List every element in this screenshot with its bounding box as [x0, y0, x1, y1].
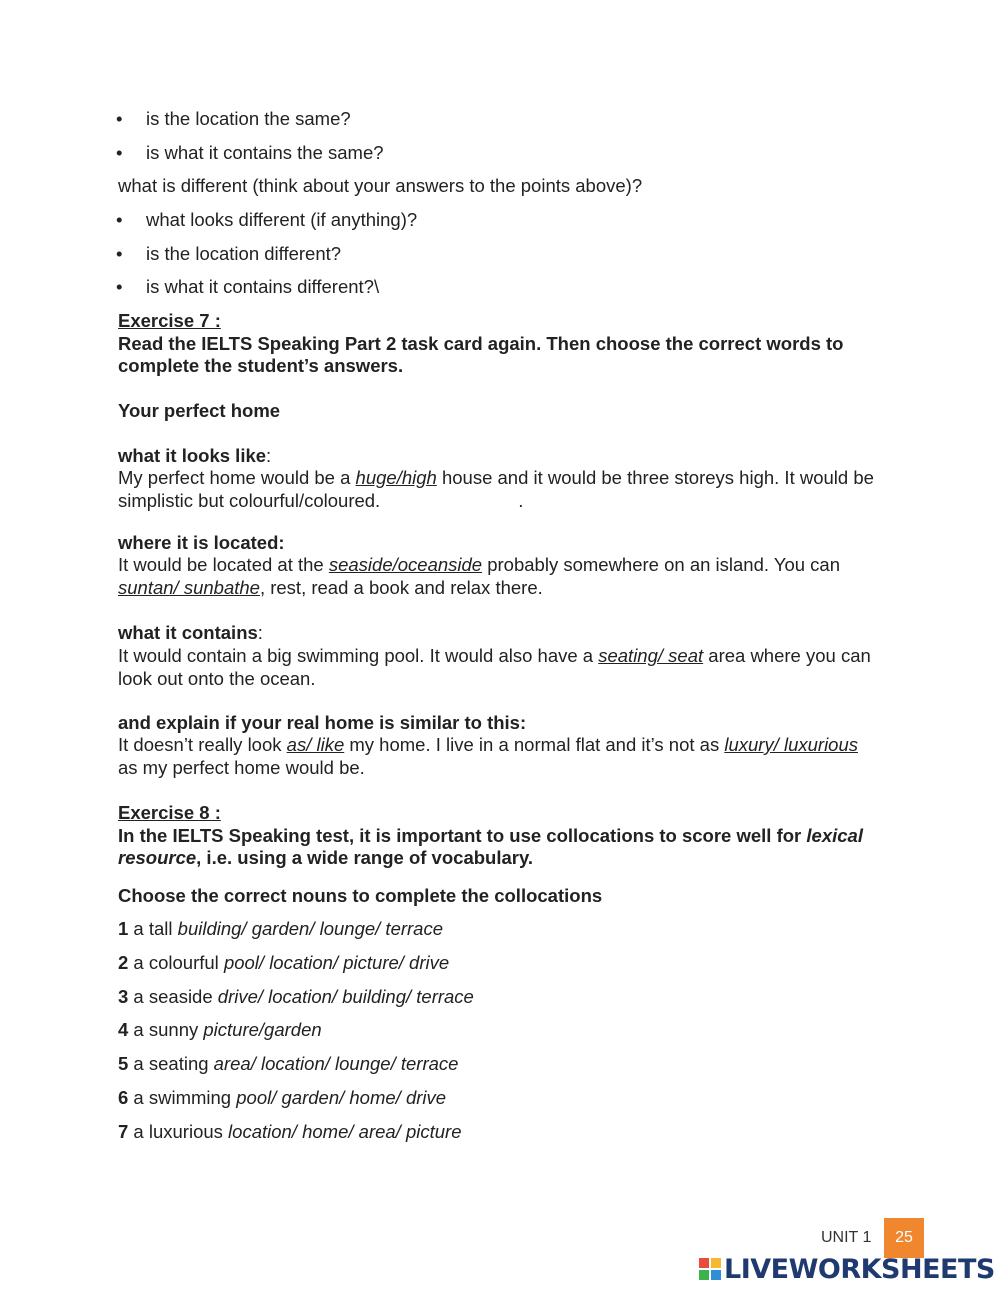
diff-question: what is different (think about your answers to the points above)? — [118, 175, 643, 196]
logo-squares-icon — [699, 1258, 721, 1280]
word-choice-huge-high[interactable]: huge/high — [355, 467, 437, 488]
text-run: My perfect home would be a — [118, 467, 356, 488]
unit-label: UNIT 1 — [821, 1229, 872, 1246]
looks-line-2 — [118, 489, 523, 512]
exercise-8-instruction: Choose the correct nouns to complete the collocations — [118, 885, 603, 906]
bullet-text: is the location the same? — [146, 108, 351, 129]
logo-square — [711, 1258, 721, 1268]
logo-square — [699, 1258, 709, 1268]
item-options[interactable]: drive/ location/ building/ terrace — [217, 986, 474, 1007]
text-run: It would be located at the — [118, 554, 329, 575]
item-stem: a seating — [128, 1053, 214, 1074]
item-number: 7 — [118, 1121, 129, 1142]
item-options[interactable]: building/ garden/ lounge/ terrace — [177, 918, 444, 939]
text-run: lexical — [806, 825, 863, 846]
logo-square — [711, 1270, 721, 1280]
item-number: 3 — [118, 986, 129, 1007]
contains-heading-line — [118, 621, 263, 644]
item-options[interactable]: pool/ garden/ home/ drive — [236, 1087, 447, 1108]
similar-line-1 — [118, 733, 858, 756]
text-run: , rest, read a book and relax there. — [259, 577, 543, 598]
located-line-2 — [118, 576, 543, 599]
item-number: 4 — [118, 1019, 129, 1040]
bullet-text: is the location different? — [146, 243, 342, 264]
brand-name: LIVEWORKSHEETS — [724, 1253, 995, 1285]
contains-line-1 — [118, 644, 871, 667]
bullet-text: what looks different (if anything)? — [146, 209, 418, 230]
item-options[interactable]: pool/ location/ picture/ drive — [223, 952, 450, 973]
looks-line-1 — [118, 466, 874, 489]
exercise-8-heading: Exercise 8 : — [118, 802, 221, 823]
collocation-item — [118, 985, 474, 1008]
collocation-item — [118, 1052, 458, 1075]
bullet-symbol: • — [116, 276, 123, 297]
word-choice-suntan-sunbathe[interactable]: suntan/ sunbathe — [118, 577, 260, 598]
located-line-1 — [118, 553, 840, 576]
item-number: 2 — [118, 952, 129, 973]
word-choice-seating-seat[interactable]: seating/ seat — [598, 645, 704, 666]
looks-heading-line — [118, 444, 271, 467]
text-run: probably somewhere on an island. You can — [482, 554, 841, 575]
word-choice-as-like[interactable]: as/ like — [286, 734, 345, 755]
item-stem: a seaside — [128, 986, 218, 1007]
item-options[interactable]: picture/garden — [203, 1019, 322, 1040]
item-stem: a swimming — [128, 1087, 237, 1108]
logo-square — [699, 1270, 709, 1280]
text-run: In the IELTS Speaking test, it is important to use collocations to score well for — [118, 825, 807, 846]
item-stem: a sunny — [128, 1019, 204, 1040]
bullet-symbol: • — [116, 209, 123, 230]
item-stem: a tall — [128, 918, 178, 939]
exercise-7-heading: Exercise 7 : — [118, 310, 221, 331]
text-run: It would contain a big swimming pool. It would also have a — [118, 645, 599, 666]
word-choice-seaside-oceanside[interactable]: seaside/oceanside — [328, 554, 483, 575]
similar-heading: and explain if your real home is similar to this: — [118, 712, 527, 733]
collocation-item — [118, 1018, 322, 1041]
text-run: house and it would be three storeys high. It would be — [436, 467, 874, 488]
item-number: 1 — [118, 918, 129, 939]
contains-heading: what it contains — [118, 622, 258, 643]
bullet-symbol: • — [116, 142, 123, 163]
bullet-text: is what it contains different?\ — [146, 276, 380, 297]
exercise-7-instruction: Read the IELTS Speaking Part 2 task card again. Then choose the correct words to — [118, 333, 844, 354]
bullet-text: is what it contains the same? — [146, 142, 384, 163]
item-stem: a colourful — [128, 952, 224, 973]
item-stem: a luxurious — [128, 1121, 229, 1142]
text-run: . — [518, 490, 524, 511]
located-heading: where it is located: — [118, 532, 285, 553]
text-run: my home. I live in a normal flat and it’s not as — [344, 734, 725, 755]
text-run: simplistic but colourful/coloured. — [118, 490, 381, 511]
topic-title: Your perfect home — [118, 400, 281, 421]
exercise-7-instruction-cont: complete the student’s answers. — [118, 355, 404, 376]
contains-colon: : — [257, 622, 263, 643]
liveworksheets-logo[interactable] — [699, 1253, 995, 1285]
text-run: resource — [118, 847, 197, 868]
item-options[interactable]: location/ home/ area/ picture — [228, 1121, 462, 1142]
item-number: 5 — [118, 1053, 129, 1074]
exercise-8-intro — [118, 824, 863, 847]
collocation-item — [118, 1086, 446, 1109]
exercise-8-intro-cont — [118, 846, 533, 869]
text-run: area where you can — [703, 645, 871, 666]
word-choice-luxury-luxurious[interactable]: luxury/ luxurious — [724, 734, 859, 755]
text-run: , i.e. using a wide range of vocabulary. — [196, 847, 534, 868]
collocation-item — [118, 917, 443, 940]
looks-colon: : — [266, 445, 272, 466]
contains-line-2: look out onto the ocean. — [118, 668, 316, 689]
page-number: 25 — [884, 1218, 924, 1258]
item-number: 6 — [118, 1087, 129, 1108]
text-run: It doesn’t really look — [118, 734, 287, 755]
similar-line-2: as my perfect home would be. — [118, 757, 365, 778]
collocation-item — [118, 951, 449, 974]
collocation-item — [118, 1120, 461, 1143]
bullet-symbol: • — [116, 108, 123, 129]
looks-heading: what it looks like — [118, 445, 267, 466]
bullet-symbol: • — [116, 243, 123, 264]
item-options[interactable]: area/ location/ lounge/ terrace — [213, 1053, 459, 1074]
